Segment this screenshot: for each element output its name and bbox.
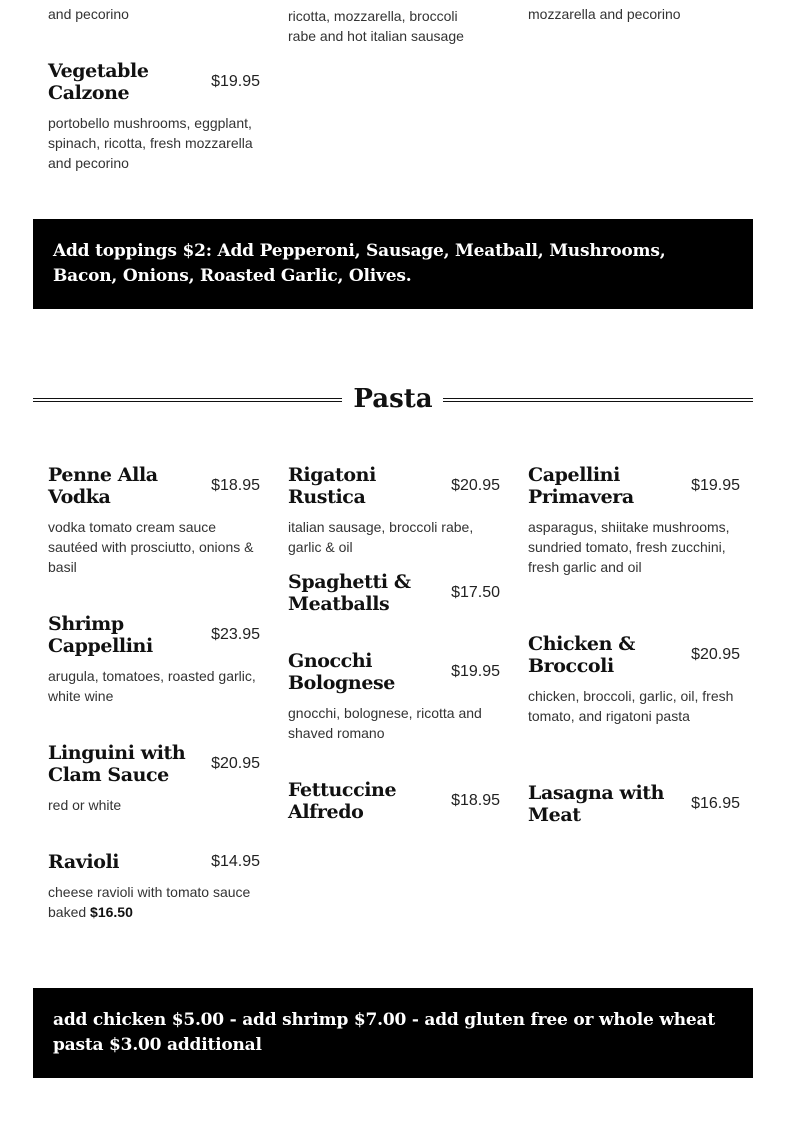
item-name: Fettuccine Alfredo xyxy=(288,779,397,823)
item-price: $19.95 xyxy=(211,73,260,90)
item-description: italian sausage, broccoli rabe, garlic & oil xyxy=(288,519,474,555)
calzone-partial-col3 xyxy=(528,4,740,24)
menu-item-vegetable-calzone xyxy=(48,60,260,173)
menu-item-capellini-primavera xyxy=(528,464,740,577)
item-description: ricotta, mozzarella, broccoli rabe and hot italian sausage xyxy=(288,8,464,44)
item-extra-price: $16.50 xyxy=(90,904,133,920)
item-description: chicken, broccoli, garlic, oil, fresh tomato, and rigatoni pasta xyxy=(528,688,734,724)
item-price: $16.95 xyxy=(691,795,740,812)
section-title: Pasta xyxy=(353,384,433,414)
menu-item-linguini-clam-sauce xyxy=(48,742,260,815)
item-name: Capellini Primavera xyxy=(528,464,634,508)
item-extra-label: baked xyxy=(48,904,87,920)
item-description xyxy=(48,882,260,922)
item-description: asparagus, shiitake mushrooms, sundried tomato, fresh zucchini, fresh garlic and oil xyxy=(528,519,730,575)
item-name: Shrimp Cappellini xyxy=(48,613,153,657)
item-name: Penne Alla Vodka xyxy=(48,464,158,508)
item-price: $19.95 xyxy=(691,477,740,494)
item-price: $19.95 xyxy=(451,663,500,680)
menu-item-lasagna-with-meat xyxy=(528,782,740,826)
item-name: Linguini with Clam Sauce xyxy=(48,742,186,786)
item-price: $18.95 xyxy=(211,477,260,494)
menu-item-chicken-broccoli xyxy=(528,633,740,726)
item-description: arugula, tomatoes, roasted garlic, white wine xyxy=(48,668,256,704)
menu-item-spaghetti-meatballs xyxy=(288,571,500,615)
item-price: $20.95 xyxy=(451,477,500,494)
toppings-banner xyxy=(33,219,753,309)
item-price: $17.50 xyxy=(451,584,500,601)
item-name: Rigatoni Rustica xyxy=(288,464,376,508)
menu-item-rigatoni-rustica xyxy=(288,464,500,557)
item-price: $20.95 xyxy=(691,646,740,663)
item-name: Vegetable Calzone xyxy=(48,60,149,104)
menu-item-gnocchi-bolognese xyxy=(288,650,500,743)
item-name: Spaghetti & Meatballs xyxy=(288,571,411,615)
section-heading-pasta xyxy=(33,380,753,420)
item-name: Gnocchi Bolognese xyxy=(288,650,395,694)
item-name: Ravioli xyxy=(48,851,120,873)
item-description: vodka tomato cream sauce sautéed with prosciutto, onions & basil xyxy=(48,519,254,575)
pasta-addons-banner xyxy=(33,988,753,1078)
item-price: $14.95 xyxy=(211,853,260,870)
item-description: and pecorino xyxy=(48,6,129,22)
calzone-partial-col1 xyxy=(48,4,260,24)
item-price: $23.95 xyxy=(211,626,260,643)
item-description: gnocchi, bolognese, ricotta and shaved romano xyxy=(288,705,482,741)
item-name: Lasagna with Meat xyxy=(528,782,665,826)
pasta-addons-banner-text: add chicken $5.00 - add shrimp $7.00 - add gluten free or whole wheat pasta $3.00 additional xyxy=(53,1010,715,1055)
toppings-banner-text: Add toppings $2: Add Pepperoni, Sausage, Meatball, Mushrooms, Bacon, Onions, Roasted Garlic, Olives. xyxy=(53,241,666,286)
item-description: red or white xyxy=(48,797,122,813)
menu-item-fettuccine-alfredo xyxy=(288,779,500,823)
item-name: Chicken & Broccoli xyxy=(528,633,635,677)
menu-item-penne-alla-vodka xyxy=(48,464,260,577)
item-description: mozzarella and pecorino xyxy=(528,6,681,22)
menu-item-shrimp-cappellini xyxy=(48,613,260,706)
item-price: $18.95 xyxy=(451,792,500,809)
calzone-partial-col2 xyxy=(288,6,488,46)
item-description-text: cheese ravioli with tomato sauce xyxy=(48,884,251,900)
menu-item-ravioli xyxy=(48,851,260,922)
item-price: $20.95 xyxy=(211,755,260,772)
item-description: portobello mushrooms, eggplant, spinach, ricotta, fresh mozzarella and pecorino xyxy=(48,115,253,171)
